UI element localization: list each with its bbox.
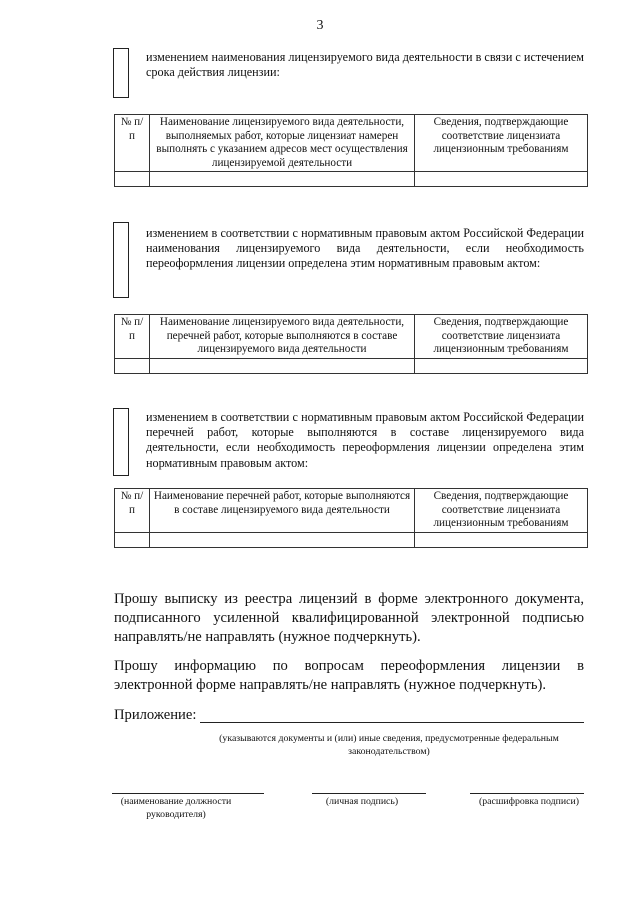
table-cell[interactable]: [115, 358, 150, 373]
col-number-header: № п/п: [115, 115, 150, 172]
col-number-header: № п/п: [115, 489, 150, 533]
position-line[interactable]: [112, 793, 264, 794]
attachment-label: Приложение:: [114, 707, 197, 723]
table-cell[interactable]: [150, 358, 415, 373]
signature-caption: (личная подпись): [325, 796, 399, 807]
transcript-caption: (расшифровка подписи): [478, 796, 579, 807]
table-header-row: [115, 489, 588, 533]
table-row: [115, 532, 588, 547]
table-cell[interactable]: [150, 172, 415, 187]
section-3-checkbox[interactable]: [113, 408, 129, 476]
table-row: [115, 172, 588, 187]
attachment-input-line[interactable]: [200, 722, 584, 723]
table-cell[interactable]: [150, 532, 415, 547]
col-info-header: Сведения, подтверждающие соответствие лицензиата лицензионным требованиям: [415, 489, 588, 533]
section-2-checkbox[interactable]: [113, 222, 129, 298]
section-2-text: изменением в соответствии с нормативным правовым актом Российской Федерации наименования лицензируемого вида деятельности, если необходимость переоформления лицензии определена этим нормативным правовым актом:: [146, 226, 584, 271]
transcript-line[interactable]: [470, 793, 584, 794]
col-number-header: № п/п: [115, 315, 150, 359]
table-cell[interactable]: [415, 172, 588, 187]
col-name-header: Наименование лицензируемого вида деятельности, перечней работ, которые выполняются в составе лицензируемого вида деятельности: [150, 315, 415, 359]
table-cell[interactable]: [115, 532, 150, 547]
section-1-text: изменением наименования лицензируемого вида деятельности в связи с истечением срока действия лицензии:: [146, 50, 584, 80]
request-info-paragraph: Прошу информацию по вопросам переоформления лицензии в электронной форме направлять/не направлять (нужное подчеркнуть).: [114, 658, 584, 693]
section-1-table: [114, 114, 588, 187]
table-cell[interactable]: [115, 172, 150, 187]
table-cell[interactable]: [415, 532, 588, 547]
col-info-header: Сведения, подтверждающие соответствие лицензиата лицензионным требованиям: [415, 115, 588, 172]
section-3-table: [114, 488, 588, 548]
table-header-row: [115, 315, 588, 359]
table-header-row: [115, 115, 588, 172]
section-2-table: [114, 314, 588, 374]
section-1-checkbox[interactable]: [113, 48, 129, 98]
table-cell[interactable]: [415, 358, 588, 373]
col-name-header: Наименование перечней работ, которые выполняются в составе лицензируемого вида деятельности: [150, 489, 415, 533]
signature-line[interactable]: [312, 793, 426, 794]
attachment-note: (указываются документы и (или) иные сведения, предусмотренные федеральным законодательством): [219, 733, 559, 757]
col-name-header: Наименование лицензируемого вида деятельности, выполняемых работ, которые лицензиат намерен выполнять с указанием адресов мест осуществления лицензируемой деятельности: [150, 115, 415, 172]
page-number: 3: [316, 18, 324, 33]
table-row: [115, 358, 588, 373]
col-info-header: Сведения, подтверждающие соответствие лицензиата лицензионным требованиям: [415, 315, 588, 359]
request-extract-paragraph: Прошу выписку из реестра лицензий в форме электронного документа, подписанного усиленной квалифицированной электронной подписью направлять/не направлять (нужное подчеркнуть).: [114, 591, 584, 645]
section-3-text: изменением в соответствии с нормативным правовым актом Российской Федерации перечней работ, которые выполняются в составе лицензируемого вида деятельности, если необходимость переоформления лицензии определена этим нормативным правовым актом:: [146, 410, 584, 470]
position-caption: (наименование должности руководителя): [120, 796, 232, 820]
